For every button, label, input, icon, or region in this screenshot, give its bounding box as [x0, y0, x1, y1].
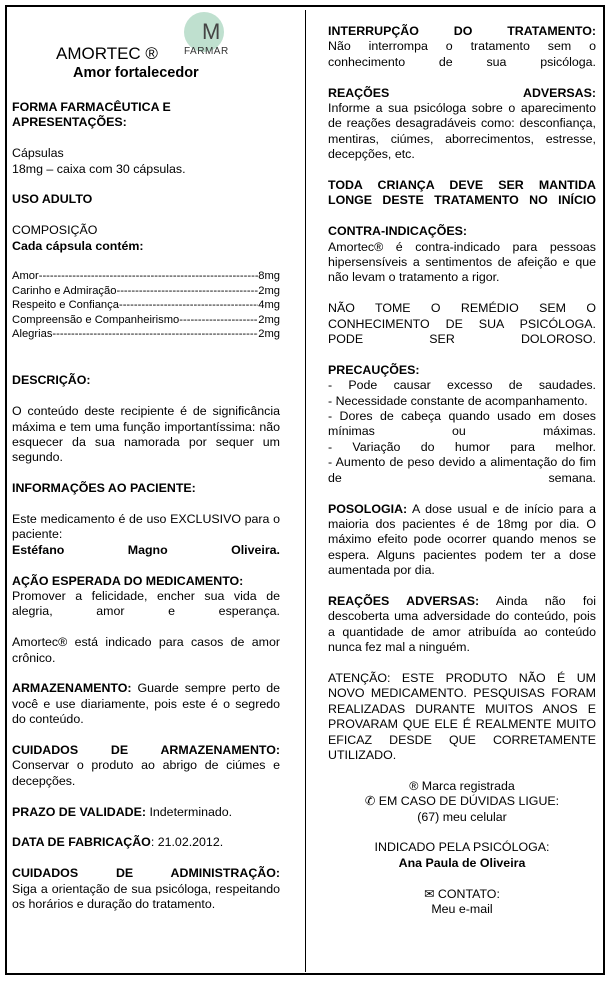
precaucao-item: - Aumento de peso devido a alimentação do fim de semana.: [328, 455, 596, 485]
right-column: [328, 24, 596, 917]
info-text: Este medicamento é de uso EXCLUSIVO para o paciente:: [12, 512, 280, 542]
logo-brand: FARMAR: [184, 46, 229, 57]
product-subtitle: Amor fortalecedor: [73, 65, 199, 81]
composicao-item: Amor ----- 8mg: [12, 269, 280, 283]
fabricacao: DATA DE FABRICAÇÃO: 21.02.2012.: [12, 835, 224, 850]
descricao-text: O conteúdo deste recipiente é de significância máxima e tem uma função importantíssima: não esquecer da sua namorada por sequer um segundo.: [12, 404, 280, 465]
validade: PRAZO DE VALIDADE: Indeterminado.: [12, 804, 233, 819]
precaucao-item: - Variação do humor para melhor.: [328, 439, 596, 454]
interrupcao-text: Não interrompa o tratamento sem o conhecimento de sua psicóloga.: [328, 39, 596, 69]
cuidados-adm-title: CUIDADOS DE ADMINISTRAÇÃO:: [12, 866, 280, 881]
contra-text: Amortec® é contra-indicado para pessoas hipersensíveis a sentimentos de afeição e que não levam o tratamento a rigor.: [328, 239, 596, 285]
marca-registrada: ® Marca registrada: [409, 778, 515, 793]
forma-line1: Cápsulas: [12, 146, 64, 161]
composicao-item: Alegrias ----- 2mg: [12, 327, 280, 341]
composicao-title: COMPOSIÇÃO: [12, 223, 98, 238]
precaucao-item: - Pode causar excesso de saudades.: [328, 378, 596, 393]
precaucao-item: - Dores de cabeça quando usado em doses mínimas ou máximas.: [328, 409, 596, 439]
indicado-label: INDICADO PELA PSICÓLOGA:: [374, 840, 550, 855]
reacoes-adversas-2: REAÇÕES ADVERSAS: Ainda não foi descoberta uma adversidade do conteúdo, pois a quantidade de amor atribuída ao conteúdo nunca fez mal a ninguém.: [328, 593, 597, 655]
left-column: [12, 44, 280, 913]
composicao-item: Respeito e Confiança ----- 4mg: [12, 298, 280, 312]
forma-title: FORMA FARMACÊUTICA E APRESENTAÇÕES:: [12, 100, 171, 130]
atencao: ATENÇÃO: ESTE PRODUTO NÃO É UM NOVO MEDICAMENTO. PESQUISAS FORAM REALIZADAS DURANTE MUITOS ANOS E PROVARAM QUE ELE É REALMENTE MUITO EFICAZ DESDE QUE CORRETAMENTE UTILIZADO.: [328, 670, 596, 762]
precaucao-item: - Necessidade constante de acompanhamento.: [328, 393, 588, 408]
info-title: INFORMAÇÕES AO PACIENTE:: [12, 481, 196, 496]
telefone: (67) meu celular: [417, 809, 507, 824]
armazenamento: ARMAZENAMENTO: Guarde sempre perto de você e use diariamente, pois este é o segredo do conteúdo.: [12, 681, 280, 727]
duvidas-ligue: ✆ EM CASO DE DÚVIDAS LIGUE:: [364, 794, 560, 809]
contra-title: CONTRA-INDICAÇÕES:: [328, 224, 468, 239]
cuidados-adm-text: Siga a orientação de sua psicóloga, respeitando os horários e duração do tratamento.: [12, 881, 280, 912]
patient-name: Estéfano Magno Oliveira.: [12, 542, 280, 557]
reacoes-title: REAÇÕES ADVERSAS:: [328, 85, 596, 100]
contato-value: Meu e-mail: [431, 901, 493, 916]
interrupcao-title: INTERRUPÇÃO DO TRATAMENTO:: [328, 24, 596, 38]
composicao-item: Carinho e Admiração ----- 2mg: [12, 284, 280, 298]
product-name: AMORTEC ®: [56, 44, 158, 63]
composicao-item: Compreensão e Companheirismo ----- 2mg: [12, 313, 280, 327]
forma-line2: 18mg – caixa com 30 cápsulas.: [12, 161, 186, 176]
precaucoes-title: PRECAUÇÕES:: [328, 362, 420, 377]
column-divider: [305, 10, 306, 972]
acao-title: AÇÃO ESPERADA DO MEDICAMENTO:: [12, 573, 244, 588]
aviso-crianca: TODA CRIANÇA DEVE SER MANTIDA LONGE DESTE TRATAMENTO NO INÍCIO: [328, 178, 596, 208]
uso-adulto: USO ADULTO: [12, 192, 93, 207]
contato-label: ✉ CONTATO:: [424, 886, 500, 901]
posologia: POSOLOGIA: A dose usual e de início para a maioria dos pacientes é de 18mg por dia. O máximo efeito pode ocorrer quando menos se espera. Alguns pacientes podem ter a dose aumentada por dia.: [328, 501, 596, 578]
acao-text: Promover a felicidade, encher sua vida de alegria, amor e esperança.: [12, 589, 280, 619]
composicao-sub: Cada cápsula contém:: [12, 238, 144, 253]
composicao-list: [12, 269, 280, 341]
amortec-indicado: Amortec® está indicado para casos de amor crônico.: [12, 635, 280, 665]
reacoes-text: Informe a sua psicóloga sobre o aparecimento de reações desagradáveis como: desconfiança, mentiras, ciúmes, aborrecimentos, estresse, decepções, etc.: [328, 101, 596, 162]
cuidados-arm-text: Conservar o produto ao abrigo de ciúmes e decepções.: [12, 758, 280, 788]
descricao-title: DESCRIÇÃO:: [12, 373, 91, 388]
psicologa-name: Ana Paula de Oliveira: [398, 855, 526, 870]
nao-tome: NÃO TOME O REMÉDIO SEM O CONHECIMENTO DE SUA PSICÓLOGA. PODE SER DOLOROSO.: [328, 301, 596, 347]
cuidados-arm-title: CUIDADOS DE ARMAZENAMENTO:: [12, 743, 280, 758]
logo-letter: M: [202, 19, 221, 44]
